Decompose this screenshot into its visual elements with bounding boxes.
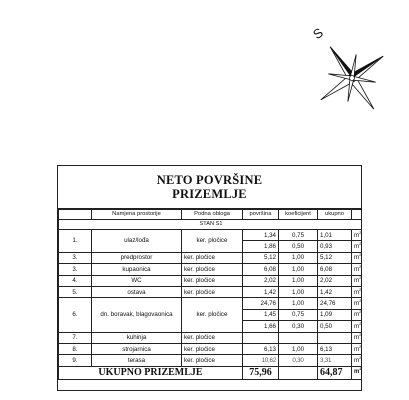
row-coef: 1,00: [279, 298, 318, 309]
table-row: [59, 286, 363, 297]
title-line-1: NETO POVRŠINE: [156, 173, 263, 187]
row-coef: [279, 332, 318, 343]
row-total: 1,09: [318, 309, 352, 320]
unit-label: m: [354, 334, 360, 342]
row-total: 0,93: [318, 241, 352, 252]
unit-label: m: [354, 254, 360, 262]
row-name: WC: [92, 275, 182, 286]
row-total: 6,08: [318, 264, 352, 275]
row-no: 9.: [59, 355, 92, 366]
unit-label: m: [354, 311, 360, 319]
row-area: 10,62: [243, 355, 279, 366]
row-no: 4.: [59, 275, 92, 286]
row-unit: $m^2$: [352, 355, 363, 366]
row-unit: $m^2$: [352, 343, 363, 354]
section-label: STAN S1: [59, 220, 363, 230]
row-total: 24,76: [318, 298, 352, 309]
unit-label: m: [354, 243, 360, 251]
row-unit: $m^2$: [352, 252, 363, 263]
row-name: strojarnica: [92, 343, 182, 354]
unit-label: m: [354, 300, 360, 308]
unit-label: m: [354, 369, 360, 376]
row-coef: 1,00: [279, 275, 318, 286]
row-area: 5,12: [243, 252, 279, 263]
row-floor: ker. pločice: [182, 252, 243, 263]
row-coef: 0,50: [279, 241, 318, 252]
col-unit: [352, 210, 363, 220]
row-coef: 1,00: [279, 264, 318, 275]
compass-rose-icon: [300, 18, 400, 118]
row-area: 1,34: [243, 230, 279, 241]
col-namjena: Namjena prostorije: [92, 210, 182, 220]
row-coef: 0,75: [279, 309, 318, 320]
row-coef: 1,00: [279, 343, 318, 354]
unit-label: m: [354, 356, 360, 364]
table-title: [58, 166, 361, 209]
row-no: 8.: [59, 343, 92, 354]
col-koeficijent: koeficijent: [279, 210, 318, 220]
table-row: [59, 355, 363, 366]
row-floor: ker. pločice: [182, 275, 243, 286]
row-total: 2,02: [318, 275, 352, 286]
row-area: 1,45: [243, 309, 279, 320]
row-floor: ker. pločice: [182, 298, 243, 332]
row-coef: 0,75: [279, 230, 318, 241]
row-floor: ker. pločice: [182, 332, 243, 343]
total-area: 75,96: [243, 366, 279, 379]
row-no: 6.: [59, 298, 92, 332]
unit-label: m: [354, 288, 360, 296]
row-unit: $m^2$: [352, 241, 363, 252]
row-name: ulaz/lođa: [92, 230, 182, 253]
row-area: 2,02: [243, 275, 279, 286]
row-unit: $m^2$: [352, 286, 363, 297]
unit-label: m: [354, 277, 360, 285]
area-grid: [58, 209, 362, 380]
row-name: terasa: [92, 355, 182, 366]
row-no: 3.: [59, 264, 92, 275]
unit-label: m: [354, 345, 360, 353]
row-name: kuhinja: [92, 332, 182, 343]
area-table: [57, 165, 362, 391]
unit-label: m: [354, 231, 360, 239]
header-row: [59, 210, 363, 220]
table-row: [59, 264, 363, 275]
row-total: 3,31: [318, 355, 352, 366]
unit-label: m: [354, 265, 360, 273]
title-line-2: PRIZEMLJE: [172, 187, 247, 201]
total-coef: [279, 366, 318, 379]
table-row: [59, 332, 363, 343]
row-total: [318, 332, 352, 343]
col-podna: Podna obloga: [182, 210, 243, 220]
row-unit: $m^2$: [352, 309, 363, 320]
row-no: 3.: [59, 252, 92, 263]
row-unit: $m^2$: [352, 230, 363, 241]
row-unit: $m^2$: [352, 264, 363, 275]
col-povrsina: površina: [243, 210, 279, 220]
row-no: 1.: [59, 230, 92, 253]
row-total: 1,01: [318, 230, 352, 241]
row-name: ostava: [92, 286, 182, 297]
section-row: [59, 220, 363, 230]
row-name: dn. boravak, blagovaonica: [92, 298, 182, 332]
row-unit: $m^2$: [352, 275, 363, 286]
row-area: 6,08: [243, 264, 279, 275]
row-area: 6,13: [243, 343, 279, 354]
row-floor: ker. pločice: [182, 343, 243, 354]
col-ukupno: ukupno: [318, 210, 352, 220]
row-floor: ker. pločice: [182, 355, 243, 366]
row-coef: 1,00: [279, 252, 318, 263]
unit-label: m: [354, 322, 360, 330]
row-no: 7.: [59, 332, 92, 343]
row-unit: $m^2$: [352, 332, 363, 343]
row-coef: 0,30: [279, 355, 318, 366]
total-row: [59, 366, 363, 379]
row-unit: $m^2$: [352, 321, 363, 332]
row-name: predprostor: [92, 252, 182, 263]
row-total: 1,42: [318, 286, 352, 297]
table-row: [59, 298, 363, 309]
row-area: 24,76: [243, 298, 279, 309]
row-coef: 0,30: [279, 321, 318, 332]
row-total: 5,12: [318, 252, 352, 263]
table-row: [59, 252, 363, 263]
row-unit: $m^2$: [352, 298, 363, 309]
table-row: [59, 343, 363, 354]
total-unit: $m^2$: [352, 366, 363, 379]
row-floor: ker. pločice: [182, 286, 243, 297]
table-row: [59, 275, 363, 286]
row-no: 5.: [59, 286, 92, 297]
row-area: 1,66: [243, 321, 279, 332]
row-area: 1,42: [243, 286, 279, 297]
row-area: [243, 332, 279, 343]
total-label: UKUPNO PRIZEMLJE: [59, 366, 243, 379]
col-no: [59, 210, 92, 220]
total-value: 64,87: [318, 366, 352, 379]
row-total: 0,50: [318, 321, 352, 332]
table-row: [59, 230, 363, 241]
row-floor: ker. pločice: [182, 264, 243, 275]
row-name: kupaonica: [92, 264, 182, 275]
north-arrow-compass: [300, 18, 400, 118]
compass-north-label: S: [310, 24, 326, 43]
row-coef: 1,00: [279, 286, 318, 297]
row-area: 1,86: [243, 241, 279, 252]
row-floor: ker. pločice: [182, 230, 243, 253]
row-total: 6,13: [318, 343, 352, 354]
